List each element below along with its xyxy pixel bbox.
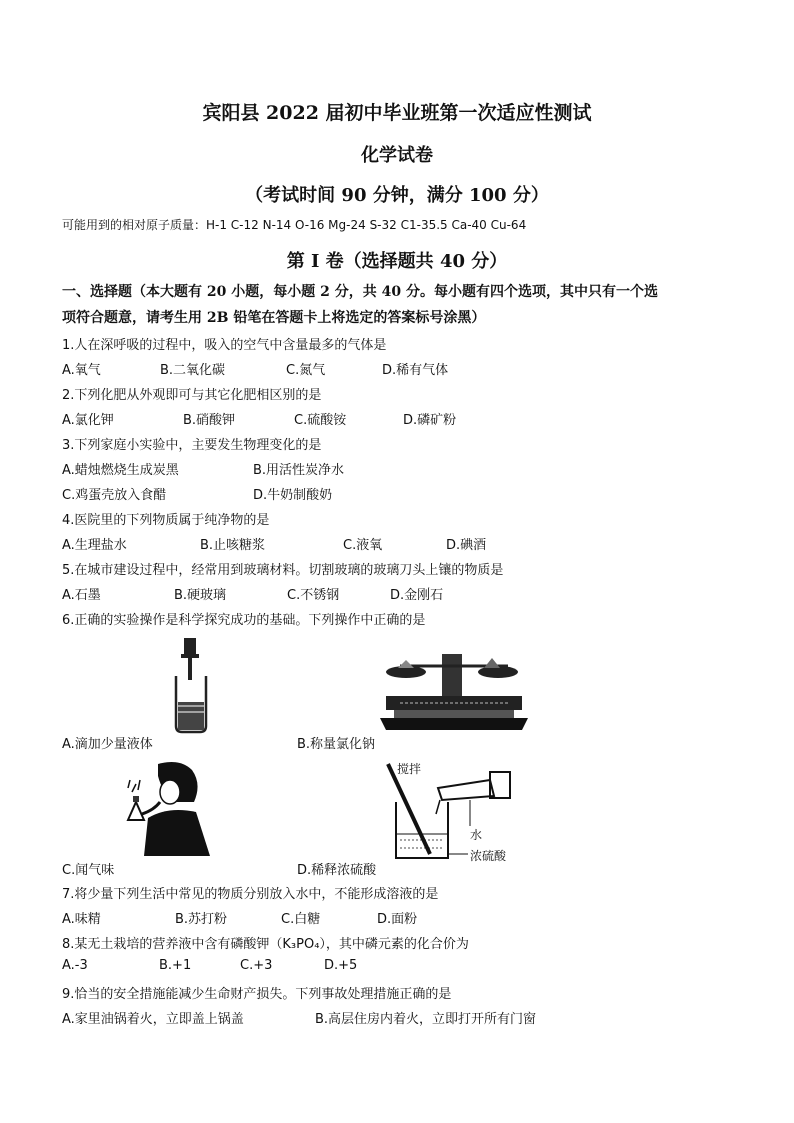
smelling-figure — [118, 758, 218, 858]
question-9: 9.恰当的安全措施能减少生命财产损失。下列事故处理措施正确的是 — [62, 987, 452, 1002]
q2-option-b: B.硝酸钾 — [183, 413, 236, 428]
balance-figure — [380, 646, 528, 736]
atomic-masses: 可能用到的相对原子质量：H-1 C-12 N-14 O-16 Mg-24 S-32 C1-35.5 Ca-40 Cu-64 — [62, 218, 527, 232]
q5-option-c: C.不锈钢 — [287, 588, 340, 603]
question-4: 4.医院里的下列物质属于纯净物的是 — [62, 513, 270, 528]
q5-option-a: A.石墨 — [62, 588, 101, 603]
q6-option-b: B.称量氯化钠 — [297, 737, 376, 752]
q7-option-a: A.味精 — [62, 912, 101, 927]
q1-option-d: D.稀有气体 — [382, 363, 449, 378]
q8-option-a: A.-3 — [62, 958, 88, 973]
q3-option-d: D.牛奶制酸奶 — [253, 488, 333, 503]
instructions-line-1: 一、选择题（本大题有 20 小题，每小题 2 分，共 40 分。每小题有四个选项，其中只有一个选 — [62, 284, 658, 300]
q8-option-b: B.+1 — [159, 958, 192, 973]
q4-option-a: A.生理盐水 — [62, 538, 127, 553]
q2-option-c: C.硫酸铵 — [294, 413, 347, 428]
question-7: 7.将少量下列生活中常见的物质分别放入水中，不能形成溶液的是 — [62, 887, 439, 902]
q6-option-a: A.滴加少量液体 — [62, 737, 153, 752]
subject-title: 化学试卷 — [361, 145, 433, 166]
water-label: 水 — [470, 828, 483, 842]
section-title: 第 I 卷（选择题共 40 分） — [286, 251, 508, 272]
q4-option-c: C.液氧 — [343, 538, 383, 553]
q1-option-c: C.氮气 — [286, 363, 326, 378]
question-6: 6.正确的实验操作是科学探究成功的基础。下列操作中正确的是 — [62, 613, 426, 628]
instructions-line-2: 项符合题意，请考生用 2B 铅笔在答题卡上将选定的答案标号涂黑） — [62, 310, 486, 326]
exam-title: 宾阳县 2022 届初中毕业班第一次适应性测试 — [202, 102, 592, 124]
q9-option-a: A.家里油锅着火，立即盖上锅盖 — [62, 1012, 244, 1027]
dropper-figure — [160, 636, 230, 734]
q2-option-a: A.氯化钾 — [62, 413, 114, 428]
q4-option-b: B.止咳糖浆 — [200, 538, 266, 553]
time-note: （考试时间 90 分钟，满分 100 分） — [245, 185, 549, 206]
q1-option-b: B.二氧化碳 — [160, 363, 226, 378]
q4-option-d: D.碘酒 — [446, 538, 487, 553]
q5-option-b: B.硬玻璃 — [174, 588, 227, 603]
stir-label: 搅拌 — [397, 762, 422, 776]
q7-option-d: D.面粉 — [377, 912, 418, 927]
question-1: 1.人在深呼吸的过程中，吸入的空气中含量最多的气体是 — [62, 338, 387, 353]
question-2: 2.下列化肥从外观即可与其它化肥相区别的是 — [62, 388, 322, 403]
q8-option-d: D.+5 — [324, 958, 358, 973]
q3-option-b: B.用活性炭净水 — [253, 463, 345, 478]
q8-option-c: C.+3 — [240, 958, 273, 973]
q6-option-c: C.闻气味 — [62, 863, 115, 878]
q1-option-a: A.氧气 — [62, 363, 101, 378]
q3-option-a: A.蜡烛燃烧生成炭黑 — [62, 463, 179, 478]
q5-option-d: D.金刚石 — [390, 588, 444, 603]
q3-option-c: C.鸡蛋壳放入食醋 — [62, 488, 167, 503]
question-5: 5.在城市建设过程中，经常用到玻璃材料。切割玻璃的玻璃刀头上镶的物质是 — [62, 563, 504, 578]
q2-option-d: D.磷矿粉 — [403, 413, 457, 428]
q7-option-b: B.苏打粉 — [175, 912, 228, 927]
question-8: 8.某无土栽培的营养液中含有磷酸钾（K₃PO₄），其中磷元素的化合价为 — [62, 937, 469, 952]
acid-label: 浓硫酸 — [470, 849, 507, 863]
q7-option-c: C.白糖 — [281, 912, 321, 927]
q9-option-b: B.高层住房内着火，立即打开所有门窗 — [315, 1012, 537, 1027]
question-3: 3.下列家庭小实验中，主要发生物理变化的是 — [62, 438, 322, 453]
q6-option-d: D.稀释浓硫酸 — [297, 863, 377, 878]
